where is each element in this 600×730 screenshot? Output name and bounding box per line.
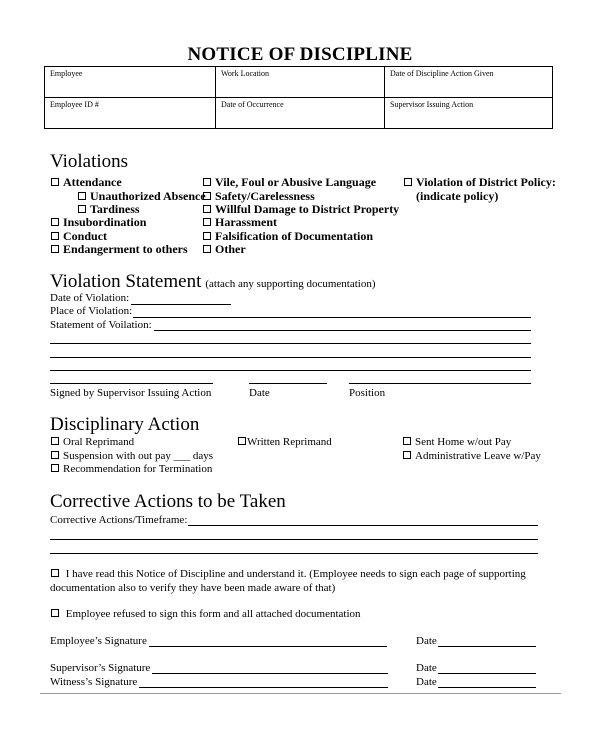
violation-willful-damage[interactable]: Willful Damage to District Property xyxy=(203,202,399,217)
date-of-violation-label: Date of Violation: xyxy=(50,292,130,304)
checkbox-icon[interactable] xyxy=(51,245,59,253)
checkbox-icon[interactable] xyxy=(203,218,211,226)
supervisor-date-input[interactable] xyxy=(438,673,536,674)
employee-signature-input[interactable] xyxy=(149,646,387,647)
statement-label: Statement of Voilation: xyxy=(50,319,152,331)
violation-insubordination[interactable]: Insubordination xyxy=(51,215,146,230)
checkbox-icon[interactable] xyxy=(403,437,411,445)
employee-refused-checkbox[interactable]: Employee refused to sign this form and all attached documentation xyxy=(51,608,361,620)
statement-input[interactable] xyxy=(154,330,531,331)
checkbox-icon[interactable] xyxy=(51,232,59,240)
corrective-timeframe-label: Corrective Actions/Timeframe: xyxy=(50,514,188,526)
checkbox-icon[interactable] xyxy=(203,245,211,253)
checkbox-icon[interactable] xyxy=(51,451,59,459)
violation-tardiness[interactable]: Tardiness xyxy=(78,202,140,217)
acknowledgement-checkbox[interactable]: I have read this Notice of Discipline and understand it. (Employee needs to sign each page of supporting xyxy=(51,568,526,580)
violation-endangerment[interactable]: Endangerment to others xyxy=(51,242,188,257)
employee-id-field[interactable]: Employee ID # xyxy=(45,98,216,129)
supervisor-signature-line[interactable] xyxy=(50,383,213,384)
violation-statement-heading: Violation Statement (attach any supporting documentation) xyxy=(50,271,376,292)
action-written-reprimand[interactable]: Written Reprimand xyxy=(238,436,332,448)
corrective-timeframe-input[interactable] xyxy=(188,525,538,526)
header-table xyxy=(44,66,553,129)
page-title: NOTICE OF DISCIPLINE xyxy=(187,44,413,65)
checkbox-icon[interactable] xyxy=(203,232,211,240)
corrective-line[interactable] xyxy=(50,539,538,540)
violation-unauthorized-absence[interactable]: Unauthorized Absence xyxy=(78,189,206,204)
violation-attendance[interactable]: Attendance xyxy=(51,175,122,190)
checkbox-icon[interactable] xyxy=(238,437,246,445)
violation-abusive-language[interactable]: Vile, Foul or Abusive Language xyxy=(203,175,376,190)
action-sent-home[interactable]: Sent Home w/out Pay xyxy=(403,436,511,448)
employee-date-label: Date xyxy=(416,635,437,647)
action-admin-leave[interactable]: Administrative Leave w/Pay xyxy=(403,450,541,462)
place-of-violation-input[interactable] xyxy=(133,317,531,318)
date-action-given-field[interactable]: Date of Discipline Action Given xyxy=(385,67,553,98)
checkbox-icon[interactable] xyxy=(78,205,86,213)
supervisor-signature-label: Supervisor’s Signature xyxy=(50,662,151,674)
signed-by-supervisor-label: Signed by Supervisor Issuing Action xyxy=(50,387,212,399)
checkbox-icon[interactable] xyxy=(78,192,86,200)
employee-signature-label: Employee’s Signature xyxy=(50,635,147,647)
employee-date-input[interactable] xyxy=(438,646,536,647)
violation-harassment[interactable]: Harassment xyxy=(203,215,277,230)
signature-date-line[interactable] xyxy=(249,383,327,384)
checkbox-icon[interactable] xyxy=(404,178,412,186)
statement-line[interactable] xyxy=(50,370,531,371)
date-occurrence-field[interactable]: Date of Occurrence xyxy=(216,98,385,129)
checkbox-icon[interactable] xyxy=(203,205,211,213)
checkbox-icon[interactable] xyxy=(51,218,59,226)
violation-conduct[interactable]: Conduct xyxy=(51,229,107,244)
checkbox-icon[interactable] xyxy=(203,178,211,186)
checkbox-icon[interactable] xyxy=(203,192,211,200)
violation-other[interactable]: Other xyxy=(203,242,246,257)
supervisor-field[interactable]: Supervisor Issuing Action xyxy=(385,98,553,129)
violation-district-policy[interactable]: Violation of District Policy: xyxy=(404,175,556,190)
action-recommendation-termination[interactable]: Recommendation for Termination xyxy=(51,463,212,475)
checkbox-icon[interactable] xyxy=(51,178,59,186)
statement-line[interactable] xyxy=(50,343,531,344)
statement-line[interactable] xyxy=(50,357,531,358)
corrective-line[interactable] xyxy=(50,553,538,554)
employee-field[interactable]: Employee xyxy=(45,67,216,98)
disciplinary-action-heading: Disciplinary Action xyxy=(50,414,200,435)
witness-signature-input[interactable] xyxy=(139,687,388,688)
position-label: Position xyxy=(349,387,386,399)
work-location-field[interactable]: Work Location xyxy=(216,67,385,98)
supervisor-signature-input[interactable] xyxy=(152,673,388,674)
supervisor-date-label: Date xyxy=(416,662,437,674)
place-of-violation-label: Place of Violation: xyxy=(50,305,133,317)
violation-falsification[interactable]: Falsification of Documentation xyxy=(203,229,373,244)
date-label: Date xyxy=(249,387,270,399)
action-oral-reprimand[interactable]: Oral Reprimand xyxy=(51,436,134,448)
corrective-actions-heading: Corrective Actions to be Taken xyxy=(50,491,286,512)
bottom-divider xyxy=(40,693,561,694)
checkbox-icon[interactable] xyxy=(403,451,411,459)
position-line[interactable] xyxy=(349,383,531,384)
witness-date-label: Date xyxy=(416,676,437,688)
checkbox-icon[interactable] xyxy=(51,464,59,472)
date-of-violation-input[interactable] xyxy=(131,304,231,305)
witness-signature-label: Witness’s Signature xyxy=(50,676,138,688)
witness-date-input[interactable] xyxy=(438,687,536,688)
checkbox-icon[interactable] xyxy=(51,569,59,577)
violation-safety[interactable]: Safety/Carelessness xyxy=(203,189,315,204)
checkbox-icon[interactable] xyxy=(51,437,59,445)
violation-indicate-policy: (indicate policy) xyxy=(416,189,499,203)
violations-heading: Violations xyxy=(50,151,129,172)
action-suspension[interactable]: Suspension with out pay ___ days xyxy=(51,450,213,462)
checkbox-icon[interactable] xyxy=(51,609,59,617)
acknowledgement-line2: documentation also to verify they have been made aware of that) xyxy=(50,582,336,594)
